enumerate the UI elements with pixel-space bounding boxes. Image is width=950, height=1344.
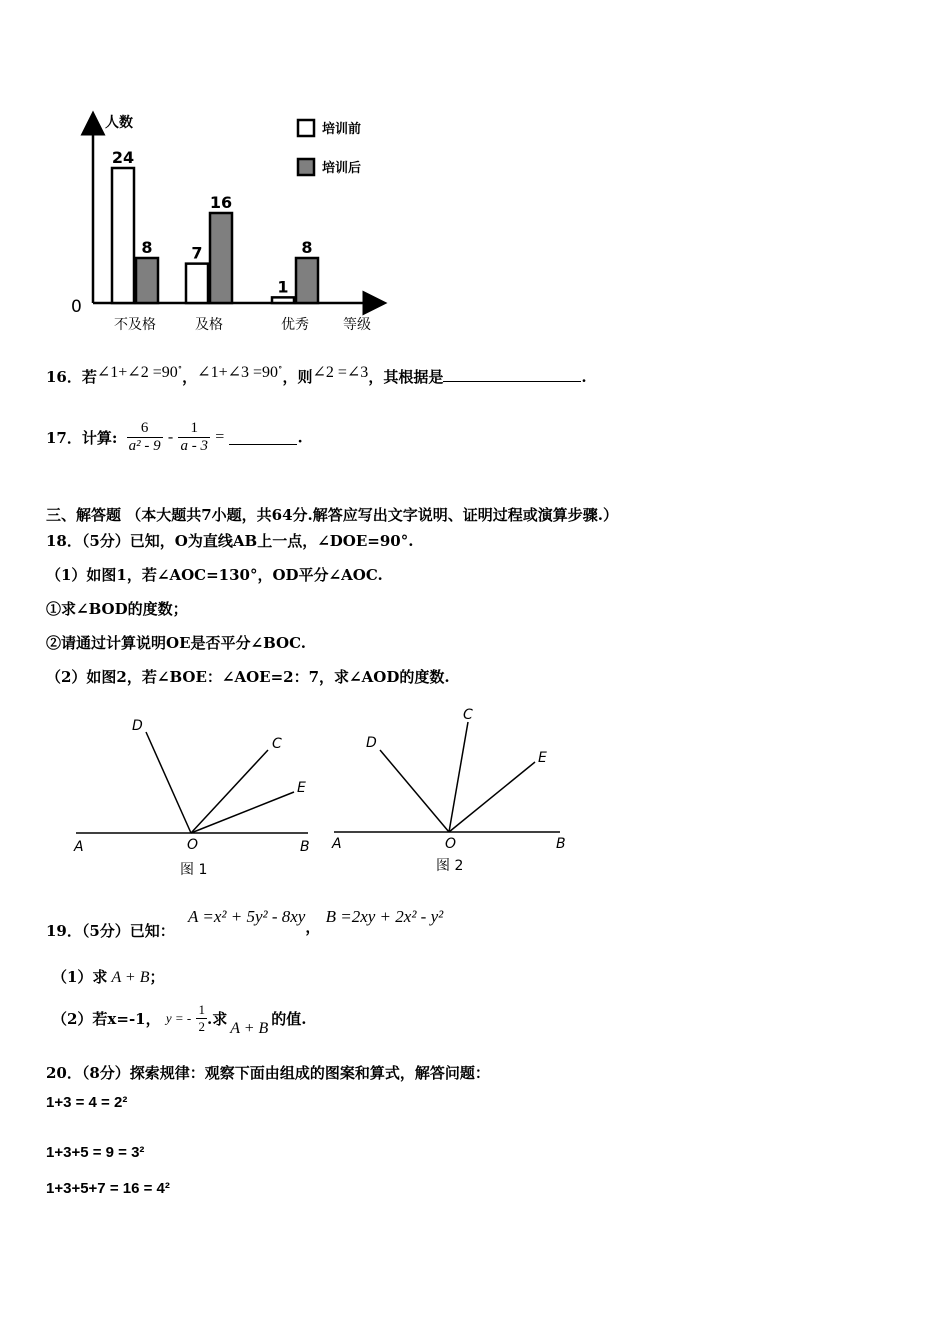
q17-answer-blank[interactable] xyxy=(229,430,297,445)
q16-tail: ，其根据是 xyxy=(368,368,444,386)
bar-before-3 xyxy=(272,297,294,303)
bar-before-2 xyxy=(186,264,208,303)
origin-label: 0 xyxy=(71,297,82,317)
fig1-label-a: A xyxy=(74,839,84,855)
q19-part-2-label: （2）若x=-1， xyxy=(52,1010,161,1028)
fig2-label-o: O xyxy=(445,836,457,852)
x-axis-label: 等级 xyxy=(343,317,371,333)
q20-equation-1: 1+3 = 4 = 2² xyxy=(46,1094,128,1111)
figure-2 xyxy=(328,700,588,885)
fig2-caption: 图 2 xyxy=(436,858,464,874)
fig1-caption: 图 1 xyxy=(180,862,208,878)
q19-part-2-expression: A + B xyxy=(230,1019,269,1037)
fig2-label-d: D xyxy=(366,735,377,751)
bar-after-3 xyxy=(296,258,318,303)
q17-fraction-2: $\frac{1}{a - 3}$ xyxy=(180,420,208,454)
q19-stem: 19．（5分）已知： xyxy=(46,922,175,940)
q18-part-2: （2）如图2，若∠BOE：∠AOE=2：7，求∠AOD的度数. xyxy=(46,668,450,686)
q18-part-1b: ②请通过计算说明OE是否平分∠BOC. xyxy=(46,634,306,652)
q16-separator: ， xyxy=(182,368,198,386)
fig2-label-e: E xyxy=(538,750,547,766)
bar-value-label: 8 xyxy=(141,238,153,257)
q16-label: 16．若 xyxy=(46,368,97,386)
q19-part-1-expression: A + B xyxy=(111,969,150,986)
y-axis-label: 人数 xyxy=(105,115,133,131)
bar-after-1 xyxy=(136,258,158,303)
q16-answer-blank[interactable] xyxy=(443,367,581,382)
q17-end: . xyxy=(297,428,303,447)
question-17 xyxy=(46,420,303,455)
q20-stem: 20．（8分）探索规律：观察下面由组成的图案和算式，解答问题： xyxy=(46,1064,490,1082)
x-tick-label: 及格 xyxy=(195,317,223,333)
fig1-label-e: E xyxy=(297,780,306,796)
fig2-label-c: C xyxy=(463,707,473,723)
question-16: 16．若∠1+∠2 =90∘，∠1+∠3 =90∘，则∠2 =∠3，其根据是 . xyxy=(46,362,587,386)
q20-equation-3: 1+3+5+7 = 16 = 4² xyxy=(46,1180,170,1197)
q18-stem: 18．（5分）已知，O为直线AB上一点，∠DOE=90°. xyxy=(46,532,414,550)
fig1-label-d: D xyxy=(132,718,143,734)
bar-chart xyxy=(60,105,400,345)
q16-condition-1: ∠1+∠2 =90 xyxy=(96,364,178,381)
q17-equals: = xyxy=(215,428,225,446)
q19-part-2-fraction: $\frac{1}{2}$ xyxy=(198,1002,205,1034)
q19-part-2-mid: .求 xyxy=(206,1010,228,1028)
bar-after-2 xyxy=(210,213,232,303)
q19-part-1-end: ； xyxy=(149,968,165,986)
q17-fraction-1: $\frac{6}{\text{a² - 9}}$ xyxy=(128,420,161,454)
figure-1 xyxy=(70,710,330,885)
legend-label-after: 培训后 xyxy=(322,161,362,176)
fig1-ray-oe xyxy=(191,792,294,833)
legend-label-before: 培训前 xyxy=(322,122,362,137)
q20-equation-2: 1+3+5 = 9 = 3² xyxy=(46,1144,145,1161)
legend-swatch-after xyxy=(298,159,314,175)
q16-condition-2: ∠1+∠3 =90 xyxy=(197,364,279,381)
fig1-ray-oc xyxy=(191,750,268,833)
q19-part-2 xyxy=(52,1002,307,1035)
section-3-heading: 三、解答题 （本大题共7小题，共64分.解答应写出文字说明、证明过程或演算步骤.） xyxy=(46,506,618,524)
fig2-label-b: B xyxy=(556,836,566,852)
q19-expression-a: A =x² + 5y² - 8xy xyxy=(188,907,306,926)
q17-minus: - xyxy=(167,428,174,446)
bar-value-label: 24 xyxy=(111,148,135,167)
q17-label: 17．计算: xyxy=(46,429,118,447)
q16-conclusion: ∠2 =∠3 xyxy=(312,364,369,381)
q18-part-1: （1）如图1，若∠AOC=130°，OD平分∠AOC. xyxy=(46,566,383,584)
bar-value-label: 8 xyxy=(301,238,313,257)
fig2-ray-od xyxy=(380,750,449,832)
bar-value-label: 16 xyxy=(209,193,233,212)
x-tick-label: 优秀 xyxy=(281,317,309,333)
q16-end: . xyxy=(581,368,587,386)
q19-comma: ， xyxy=(305,918,321,936)
bar-value-label: 1 xyxy=(277,277,289,297)
fig2-label-a: A xyxy=(332,836,342,852)
q16-then: ，则 xyxy=(282,368,313,386)
question-19 xyxy=(46,906,444,940)
q19-part-1 xyxy=(52,966,165,987)
bar-value-label: 7 xyxy=(191,243,203,263)
fig1-label-o: O xyxy=(187,837,199,853)
q19-part-1-label: （1）求 xyxy=(52,968,108,986)
fig1-ray-od xyxy=(146,732,191,833)
q18-part-1a: ①求∠BOD的度数； xyxy=(46,600,188,618)
q19-part-2-end: 的值. xyxy=(271,1010,307,1028)
fig2-ray-oc xyxy=(449,722,468,832)
fig2-ray-oe xyxy=(449,762,535,832)
legend-swatch-before xyxy=(298,120,314,136)
bar-before-1 xyxy=(112,168,134,303)
fig1-label-c: C xyxy=(272,736,282,752)
fig1-label-b: B xyxy=(300,839,310,855)
q19-expression-b: B =2xy + 2x² - y² xyxy=(325,907,444,926)
q19-part-2-y: y = - xyxy=(165,1010,192,1026)
x-tick-label: 不及格 xyxy=(114,317,156,333)
